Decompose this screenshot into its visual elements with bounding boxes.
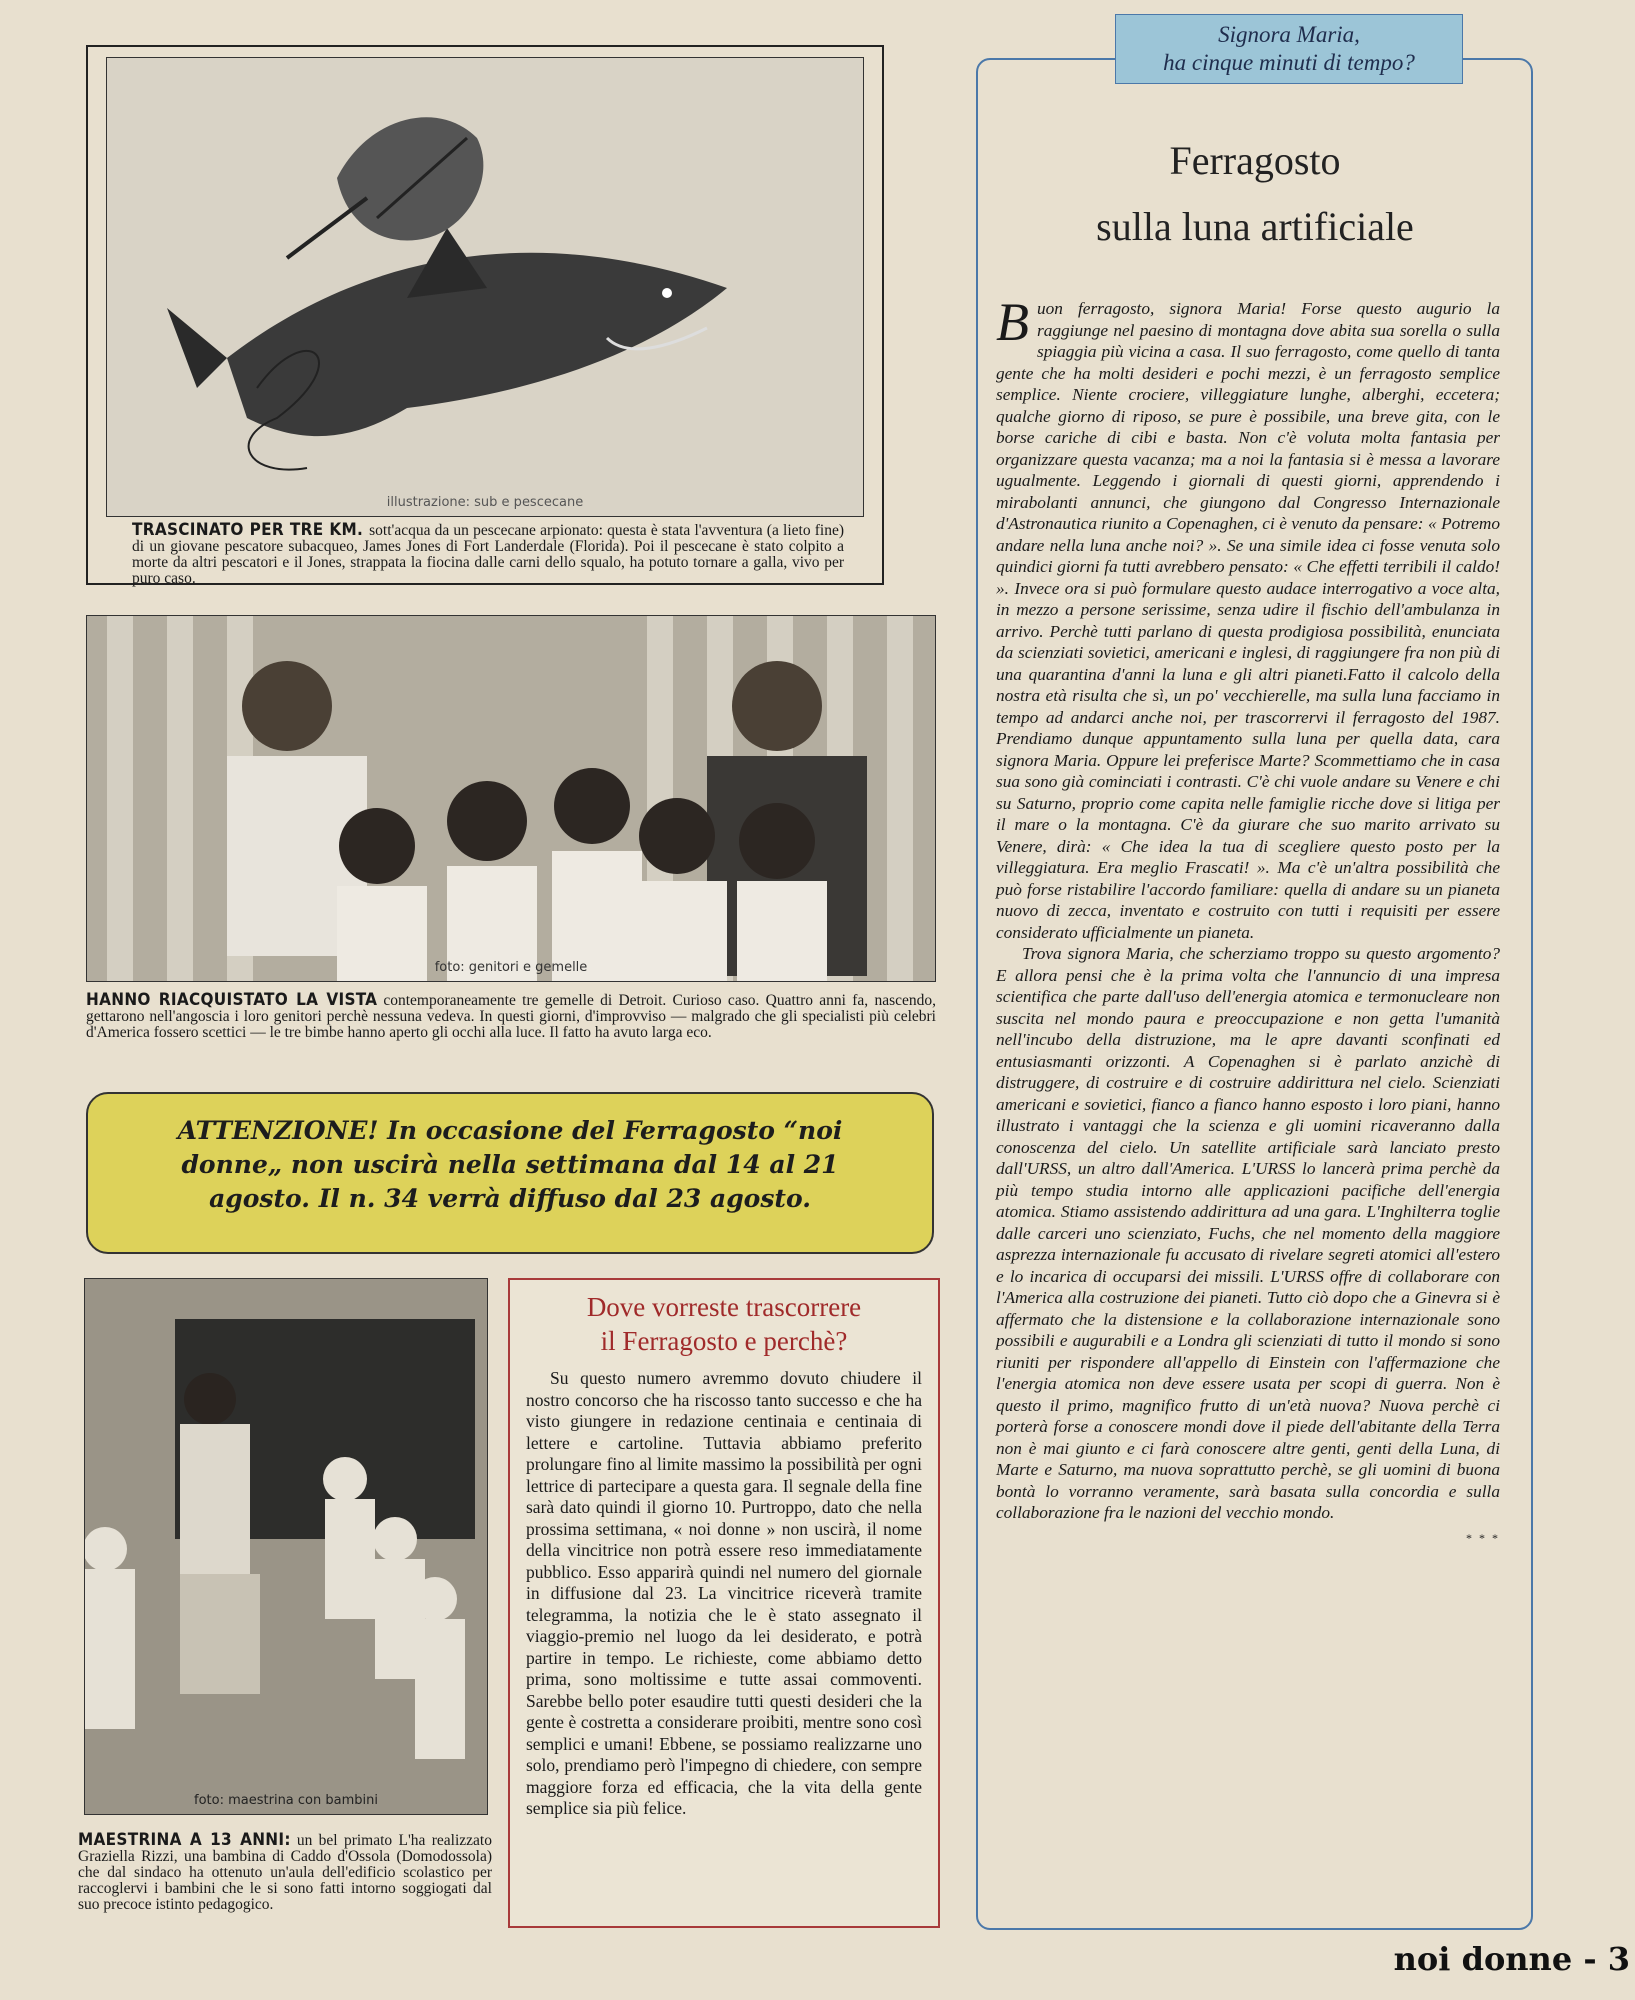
article-title-line-2: sulla luna artificiale — [1096, 204, 1414, 249]
shark-illustration — [106, 57, 864, 517]
teacher-photo-drawing — [85, 1279, 488, 1815]
vision-caption-head: HANNO RIACQUISTATO LA VISTA — [86, 990, 378, 1010]
article-dropcap: B — [996, 292, 1029, 352]
family-photo — [86, 615, 936, 982]
family-photo-drawing — [87, 616, 936, 982]
article-tag-line-1: Signora Maria, — [1218, 22, 1360, 47]
shark-story-frame — [86, 45, 884, 585]
family-photo-label: foto: genitori e gemelle — [434, 960, 588, 975]
inquiry-box — [508, 1278, 940, 1928]
teacher-caption-head: MAESTRINA A 13 ANNI: — [78, 1830, 291, 1850]
article-end-mark: * * * — [1466, 1530, 1500, 1545]
article-title-line-1: Ferragosto — [1169, 138, 1341, 183]
notice-box — [86, 1092, 934, 1254]
article-tag-line-2: ha cinque minuti di tempo? — [1163, 50, 1415, 75]
shark-illustration-label: illustrazione: sub e pescecane — [386, 495, 584, 510]
article-paragraph-1: uon ferragosto, signora Maria! Forse questo augurio la raggiunge nel paesino di montagna dove abita sua sorella o sulla spiaggia più vicina a casa. Il suo ferragosto, come quello di tanta gente che ha molti desideri e pochi mezzi, è un ferragosto semplice semplice. Niente crociere, villeggiature lunghe, alberghi, eccetera; qualche giorno di riposo, se pure è possibile, una breve gita, con le borse cariche di cibi e basta. Non c'è voluta molta fantasia per organizzare questa vacanza; ma a noi la fantasia si è messa a lavorare ugualmente. Leggendo i giornali di questi giorni, apprendendo i mirabolanti annunci, che giungono dal Congresso Internazionale d'Astronautica riunito a Copenaghen, ci è venuto da pensare: « Potremo andare nella luna anche noi? ». Se una simile idea ci fosse venuta solo quindici giorni fa tutti avrebbero pensato: « Che effetti terribili il caldo! ». Invece ora si può formulare questo audace interrogativo a voce alta, in mezzo a persone serissime, senza udire il fischio dell'ambulanza in arrivo. Perchè tutti parlano di questa prodigiosa possibilità, enunciata da scienziati sovietici, americani e inglesi, di raggiungere fra non più di una quarantina d'anni la luna e gli altri pianeti.Fatto il calcolo della nostra età risulta che sì, un po' vecchierelle, ma sulla luna facciamo in tempo ad andarci anche noi, per trascorrervi il ferragosto del 1987. Prendiamo dunque appuntamento sulla luna per quella data, cara signora Maria. Oppure lei preferisce Marte? Scommettiamo che in casa sua sono già cominciati i contrasti. C'è chi vuole andare su Venere e chi su Saturno, proprio come capita nelle famiglie ricche dove si litiga per il mare o la montagna. C'è da giurare che suo marito arrivato su Venere, dirà: « Che idea la tua di scegliere questo posto per la villeggiatura. Era meglio Frascati! ». Ma c'è un'altra possibilità che può forse ristabilire l'accordo familiare: quella di andare su un pianeta nuovo di zecca, inventato e costruito con tutti i requisiti per essere considerato ufficialmente un pianeta. — [996, 299, 1500, 942]
shark-caption-head: TRASCINATO PER TRE KM. — [132, 520, 364, 540]
shark-caption-text: sott'acqua da un pescecane arpionato: questa è stata l'avventura (a lieto fine) di un giovane pescatore subacqueo, James Jones di Fort Landerdale (Florida). Poi il pescecane è stato colpito a morte da altri pescatori e il Jones, strappata la fiocina dalle carni dello squalo, ha potuto tornare a galla, vivo per puro caso. — [132, 522, 844, 587]
page-footer — [1360, 1940, 1630, 1978]
teacher-caption — [78, 1832, 492, 1913]
inquiry-title-1: Dove vorreste trascorrere — [586, 1292, 862, 1322]
inquiry-title-2: il Ferragosto e perchè? — [600, 1326, 848, 1356]
teacher-photo — [84, 1278, 488, 1815]
vision-caption-text: contemporaneamente tre gemelle di Detroit. Curioso caso. Quattro anni fa, nascendo, gettarono nell'angoscia i loro genitori perchè nessuna vedeva. In questi giorni, d'improvviso — malgrado che gli specialisti più celebri d'America fossero scettici — le tre bimbe hanno aperto gli occhi alla luce. Il fatto ha avuto larga eco. — [86, 992, 936, 1041]
teacher-caption-text: un bel primato L'ha realizzato Graziella Rizzi, una bambina di Caddo d'Ossola (Domodossola) che dal sindaco ha ottenuto un'aula dell'edificio scolastico per raccoglervi i bambini che le si sono fatti intorno soggiogati dal suo precoce istinto pedagogico. — [78, 1832, 492, 1913]
article-tag — [1115, 14, 1463, 84]
notice-text: ATTENZIONE! In occasione del Ferragosto “noi donne„ non uscirà nella settimana dal 14 al 21 agosto. Il n. 34 verrà diffuso dal 23 agosto. — [177, 1116, 843, 1213]
article-title — [990, 128, 1520, 260]
article-paragraph-2: Trova signora Maria, che scherziamo troppo su questo argomento? E allora pensi che è la prima volta che l'annuncio di una impresa scientifica che parte dall'uso dell'energia atomica e termonucleare non suscita nel mondo paura e preoccupazione e non getta l'umanità nell'incubo della distruzione, ma le apre davanti sconfinati ed entusiasmanti orizzonti. A Copenaghen si è parlato anzichè di distruggere, di costruire e di costruire addirittura nel cielo. Scienziati americani e sovietici, fianco a fianco hanno esposto i loro piani, hanno illustrato i vantaggi che la scienza e gli uomini ricaveranno dalla conoscenza del cielo. Un satellite artificiale sarà lanciato presto dall'URSS, un altro dall'America. L'URSS lo lancerà prima perchè da più tempo studia intorno alle applicazioni pacifiche dell'energia atomica. Stiamo assistendo addirittura ad una gara. L'Inghilterra toglie dalle carceri uno scienziato, Fuchs, che nel momento della maggiore asprezza internazionale fu accusato di rivelare segreti atomici all'estero e lo incarica di occuparsi dei missili. L'URSS offre di collaborare con l'America alla costruzione dei pianeti. Tutto ciò dopo che a Ginevra si è affermato che la distensione e la collaborazione internazionale sono possibili e augurabili e a Londra gli scienziati di tutto il mondo si sono riuniti per rispondere all'appello di Einstein con l'affermazione che l'energia atomica non deve essere usata per scopi di guerra. Non è questo il primo, magnifico frutto di un'età nuova? Nuova perchè ci porterà forse a conoscere mondi dove il piede dell'abitante della Terra non è mai giunto e ci farà conoscere altre genti, genti della Luna, di Marte e Saturno, ma nuova soprattutto perchè, se gli uomini di buona bontà lo vorranno veramente, sarà basata sulla concordia e sulla collaborazione fra le nazioni del vecchio mondo. — [996, 944, 1500, 1522]
vision-caption — [86, 992, 936, 1041]
shark-caption — [132, 522, 844, 587]
page-footer-text: noi donne - 3 — [1393, 1940, 1630, 1978]
article-body — [996, 292, 1500, 1549]
shark-drawing — [107, 58, 864, 517]
inquiry-body: Su questo numero avremmo dovuto chiudere il nostro concorso che ha riscosso tanto successo e che ha visto giungere in redazione centinaia e centinaia di lettere e cartoline. Tuttavia abbiamo preferito prolungare fino al limite massimo la possibilità per ogni lettrice di partecipare a questa gara. Il segnale della fine sarà dato quindi il giorno 10. Purtroppo, dato che nella prossima settimana, « noi donne » non uscirà, il nome della vincitrice non potrà essere reso immediatamente pubblico. Esso apparirà quindi nel numero del giornale in diffusione dal 23. La vincitrice riceverà tramite telegramma, la notizia che le è stato assegnato il viaggio-premio nel luogo da lei desiderato, e potrà partire in tempo. Le richieste, come abbiamo detto prima, sono moltissime e tutte assai commoventi. Sarebbe bello poter esaudire tutti questi desideri che la gente è costretta a considerare proibiti, mentre sono così semplici e umani! Ebbene, se possiamo realizzarne uno solo, prendiamo però l'impegno di chiedere, con sempre maggiore forza ed efficacia, che la vita della gente semplice sia più felice. — [526, 1368, 922, 1818]
teacher-photo-label: foto: maestrina con bambini — [194, 1793, 378, 1808]
